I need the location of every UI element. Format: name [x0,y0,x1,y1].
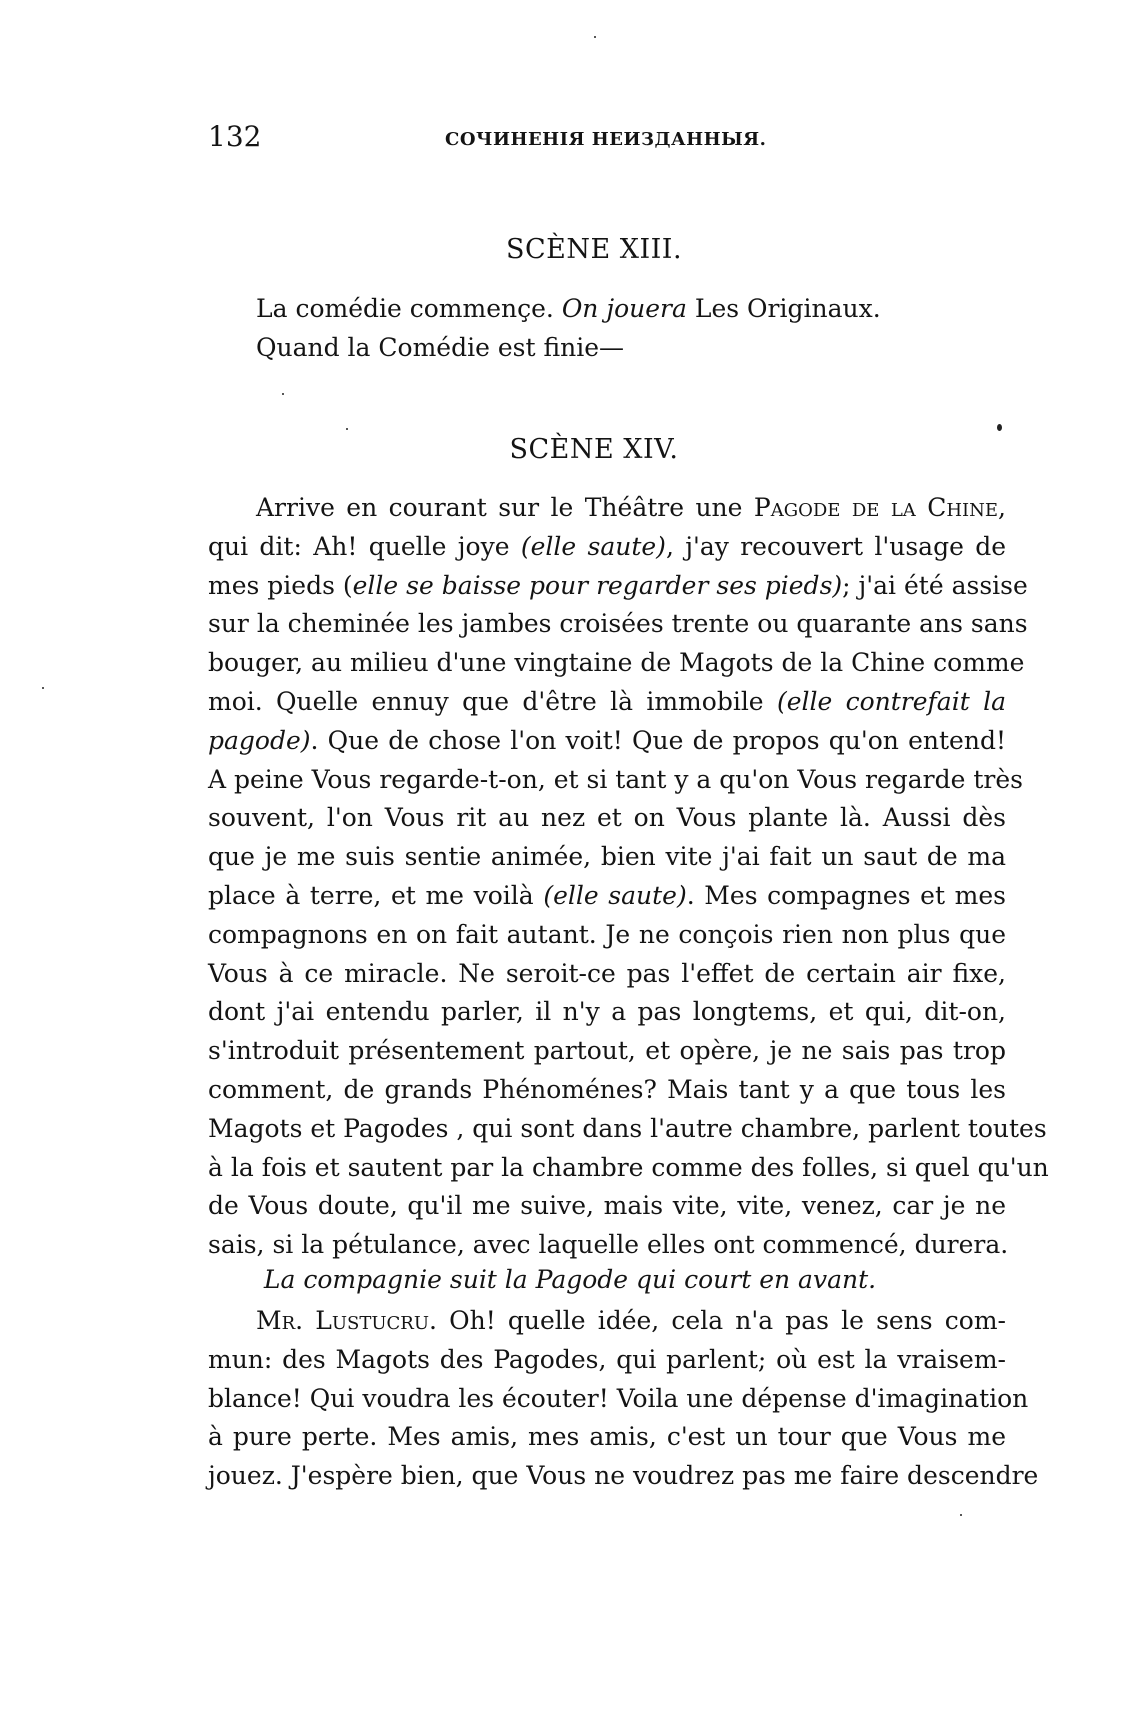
text-line [208,955,1006,994]
text-run: de Vous doute, qu'il me suive, mais vite, vite, venez, car je ne [208,1191,1006,1221]
stage-direction-company-follows: La compagnie suit la Pagode qui court en avant. [263,1265,877,1294]
text-line [208,644,1025,683]
text-line [208,1302,1006,1341]
text-run: . Oh! quelle idée, cela n'a pas le sens com- [429,1306,1006,1335]
italic-run: (elle saute) [520,531,666,561]
text-run: dont j'ai entendu parler, il n'y a pas longtems, et qui, dit-on, [208,997,1006,1027]
text-run: comment, de grands Phénoménes? Mais tant y a que tous les [208,1074,1006,1104]
text-line [208,489,1006,528]
text-line [208,722,1006,761]
text-line [208,838,1006,877]
text-line [208,993,1006,1032]
italic-run: (elle contrefait la [776,686,1006,716]
text-run: Magots et Pagodes , qui sont dans l'autre chambre, parlent toutes [208,1113,1047,1143]
text-line [208,1226,1009,1265]
speck [960,1514,962,1516]
page-number: 132 [208,120,262,153]
text-run: , j'ay recouvert l'usage de [665,531,1006,561]
running-head [208,120,1008,160]
text-line [208,1110,1047,1149]
stage-direction-scene-xiii [256,290,1054,368]
italic-run: (elle saute) [543,880,687,910]
text-run: sais, si la pétulance, avec laquelle elles ont commencé, durera. [208,1230,1009,1260]
text-line [208,567,1028,606]
small-caps-run: Mr. Lustucru [256,1306,430,1335]
text-run: s'introduit présentement partout, et opère, je ne sais pas trop [208,1036,1006,1066]
italic-run: pagode) [208,725,311,755]
text-run: . Que de chose l'on voit! Que de propos qu'on entend! [310,725,1006,755]
scene-heading-xiv: SCÈNE XIV. [509,434,679,465]
text-line [208,799,1006,838]
text-line [208,916,1006,955]
text-run: souvent, l'on Vous rit au nez et on Vous plante là. Aussi dès [208,803,1006,833]
text-run: bouger, au milieu d'une vingtaine de Magots de la Chine comme [208,648,1025,678]
text-run: sur la cheminée les jambes croisées trente ou quarante ans sans [208,609,1028,639]
pagode-monologue [208,489,1049,1265]
text-run: qui dit: Ah! quelle joye [208,531,521,561]
speck [346,428,348,430]
text-line [208,1380,1029,1419]
italic-run: On jouera [561,294,687,323]
text-line [208,761,1023,800]
text-run: Arrive en courant sur le Théâtre une [256,493,754,522]
text-run: A peine Vous regarde-t-on, et si tant y a qu'on Vous regarde très [208,764,1023,794]
text-line [208,1457,1039,1496]
italic-run: elle se baisse pour regarder ses pieds) [352,570,843,600]
speck [42,687,44,689]
speck [282,393,284,395]
text-run: mun: des Magots des Pagodes, qui parlent; où est la vraisem- [208,1344,1006,1374]
text-line [208,1032,1006,1071]
text-line [208,605,1028,644]
text-run: Les Originaux. [686,294,881,323]
text-run: La comédie commençe. [256,294,562,323]
text-run: mes pieds ( [208,570,353,600]
text-run: ; j'ai été assise [842,570,1028,600]
text-run: , [998,493,1006,522]
text-run: que je me suis sentie animée, bien vite j'ai fait un saut de ma [208,842,1006,872]
running-title: СОЧИНЕНІЯ НЕИЗДАННЫЯ. [445,129,767,150]
text-line [208,1149,1049,1188]
text-run: à la fois et sautent par la chambre comme des folles, si quel qu'un [208,1152,1049,1182]
text-run: moi. Quelle ennuy que d'être là immobile [208,686,777,716]
text-line [208,877,1006,916]
text-run: Vous à ce miracle. Ne seroit-ce pas l'effet de certain air fixe, [208,958,1006,988]
text-line [208,1341,1006,1380]
text-run: à pure perte. Mes amis, mes amis, c'est un tour que Vous me [208,1422,1006,1452]
text-line [208,683,1006,722]
text-line [208,1187,1006,1226]
text-run: compagnons en on fait autant. Je ne conçois rien non plus que [208,919,1006,949]
text-run: blance! Qui voudra les écouter! Voila une dépense d'imagination [208,1383,1029,1413]
text-line [208,528,1006,567]
text-line [208,1071,1006,1110]
text-run: jouez. J'espère bien, que Vous ne voudrez pas me faire descendre [208,1461,1039,1491]
lustucru-speech [208,1302,1039,1496]
text-run: . Mes compagnes et mes [686,880,1006,910]
speck [594,36,596,38]
text-run: place à terre, et me voilà [208,880,544,910]
speck [997,424,1002,431]
small-caps-run: Pagode de la Chine [753,493,999,522]
stage-direction-line [256,290,1054,329]
scene-heading-xiii: SCÈNE XIII. [505,234,683,265]
text-line [208,1418,1006,1457]
stage-direction-line: Quand la Comédie est finie— [256,332,625,362]
